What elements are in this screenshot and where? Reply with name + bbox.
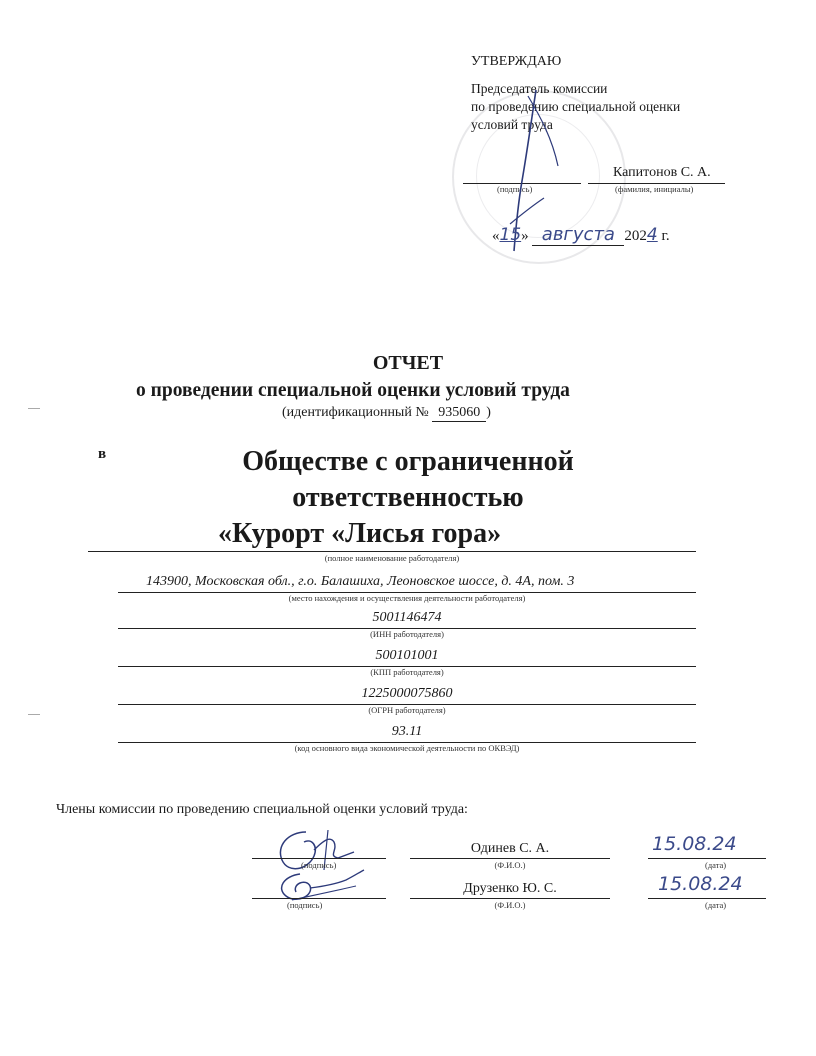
- employer-kpp: 500101001: [375, 648, 439, 663]
- member2-name-line: [410, 898, 610, 899]
- chairman-name: Капитонов С. А.: [613, 165, 711, 180]
- employer-inn: 5001146474: [372, 610, 442, 625]
- employer-name-line3: «Курорт «Лисья гора»: [218, 518, 502, 549]
- date-year-suffix: 4: [646, 225, 658, 245]
- approval-date: [492, 224, 670, 246]
- ogrn-caption: (ОГРН работодателя): [368, 705, 446, 715]
- date-year-prefix: 202: [624, 228, 647, 244]
- member2-signature-line: [252, 898, 386, 899]
- member1-name-line: [410, 858, 610, 859]
- report-id-line: [282, 405, 491, 422]
- okved-caption: (код основного вида экономической деятельности по ОКВЭД): [294, 743, 520, 753]
- member1-name: Одинев С. А.: [470, 841, 550, 856]
- report-id-number: 935060: [432, 405, 486, 422]
- member2-name: Друзенко Ю. С.: [463, 881, 557, 896]
- date-year-unit: г.: [661, 228, 670, 244]
- kpp-caption: (КПП работодателя): [370, 667, 444, 677]
- employer-name-line: [88, 551, 696, 552]
- employer-okved: 93.11: [391, 724, 423, 739]
- member1-signature-line: [252, 858, 386, 859]
- address-caption: (место нахождения и осуществления деятельности работодателя): [288, 593, 526, 603]
- report-title: ОТЧЕТ: [372, 352, 444, 374]
- member2-date: 15.08.24: [658, 873, 743, 895]
- employer-name-line1: Обществе с ограниченной: [242, 446, 574, 477]
- member1-signature-caption: (подпись): [301, 860, 337, 870]
- approval-header: УТВЕРЖДАЮ: [471, 54, 562, 69]
- inn-caption: (ИНН работодателя): [370, 629, 444, 639]
- member1-date: 15.08.24: [652, 833, 737, 855]
- margin-mark: [28, 408, 40, 409]
- commission-heading: Члены комиссии по проведению специальной оценки условий труда:: [56, 802, 468, 817]
- report-subtitle: о проведении специальной оценки условий труда: [136, 380, 570, 401]
- employer-ogrn: 1225000075860: [361, 686, 453, 701]
- employer-name-line2: ответственностью: [292, 482, 524, 513]
- member2-name-caption: (Ф.И.О.): [494, 900, 526, 910]
- date-close-quote: »: [521, 228, 529, 244]
- report-id-suffix: ): [486, 405, 491, 420]
- approval-role-line1: Председатель комиссии: [471, 81, 608, 96]
- member2-signature-caption: (подпись): [287, 900, 323, 910]
- chairman-signature-caption: (подпись): [497, 184, 533, 194]
- employer-address: 143900, Московская обл., г.о. Балашиха, Леоновское шоссе, д. 4А, пом. 3: [146, 574, 575, 589]
- member1-name-caption: (Ф.И.О.): [494, 860, 526, 870]
- in-word: в: [98, 446, 107, 462]
- date-day: 15: [499, 225, 522, 245]
- chairman-name-caption: (фамилия, инициалы): [615, 184, 694, 194]
- member1-date-caption: (дата): [705, 860, 727, 870]
- margin-mark: [28, 714, 40, 715]
- date-open-quote: «: [492, 228, 500, 244]
- approval-role-line2: по проведению специальной оценки: [471, 99, 681, 114]
- date-month: августа: [532, 224, 624, 246]
- member2-date-line: [648, 898, 766, 899]
- report-id-prefix: (идентификационный №: [282, 405, 429, 420]
- member2-date-caption: (дата): [705, 900, 727, 910]
- approval-role-line3: условий труда: [471, 117, 553, 132]
- member1-date-line: [648, 858, 766, 859]
- employer-name-caption: (полное наименование работодателя): [324, 553, 460, 563]
